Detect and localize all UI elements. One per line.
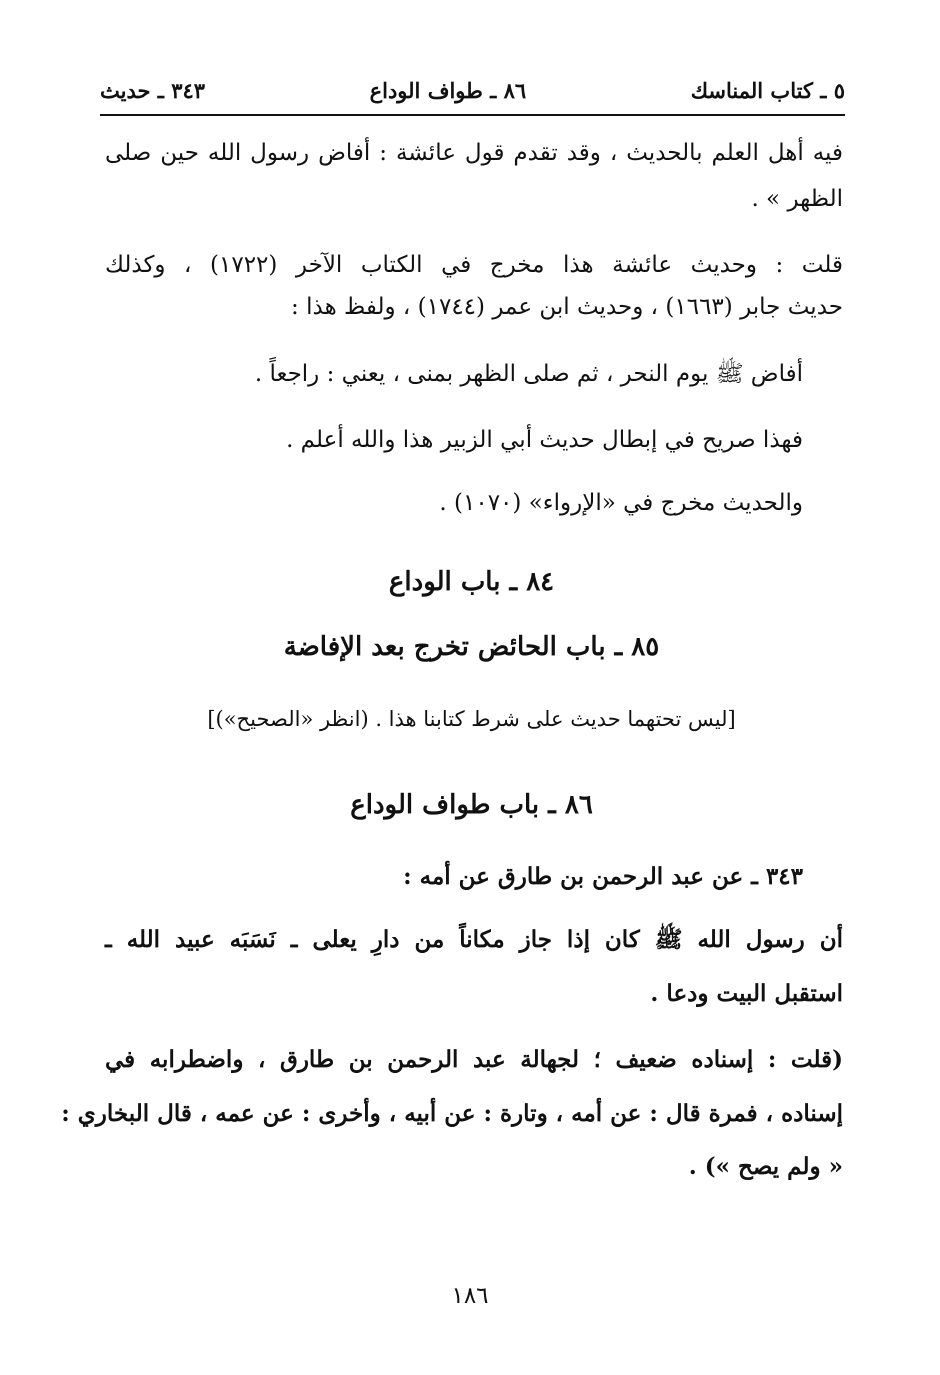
paragraph-4: والحديث مخرج في «الإرواء» (١٠٧٠) .	[439, 490, 803, 516]
paragraph-1-line-2: الظهر » .	[751, 186, 843, 212]
header-hadith-number: ٣٤٣ ـ حديث	[100, 77, 206, 103]
running-header	[100, 70, 845, 110]
chapter-heading-85: ٨٥ ـ باب الحائض تخرج بعد الإفاضة	[283, 632, 660, 662]
comment-line-1: (قلت : إسناده ضعيف ؛ لجهالة عبد الرحمن بن طارق ، واضطرابه في	[105, 1046, 843, 1073]
page-number: ١٨٦	[451, 1283, 489, 1309]
chapter-heading-84: ٨٤ ـ باب الوداع	[388, 567, 555, 597]
paragraph-3: فهذا صريح في إبطال حديث أبي الزبير هذا والله أعلم .	[286, 427, 803, 453]
quoted-narration: أفاض ﷺ يوم النحر ، ثم صلى الظهر بمنى ، يعني : راجعاً .	[254, 361, 803, 387]
comment-line-2: إسناده ، فمرة قال : عن أمه ، وتارة : عن أبيه ، وأخرى : عن عمه ، قال البخاري :	[61, 1100, 843, 1127]
chapter-heading-86: ٨٦ ـ باب طواف الوداع	[350, 790, 593, 820]
hadith-title: ٣٤٣ ـ عن عبد الرحمن بن طارق عن أمه :	[403, 863, 803, 890]
header-book-title: ٥ ـ كتاب المناسك	[690, 77, 845, 103]
chapter-85-note: [ليس تحتهما حديث على شرط كتابنا هذا . (انظر «الصحيح»)]	[207, 707, 736, 731]
paragraph-1-line-1: فيه أهل العلم بالحديث ، وقد تقدم قول عائشة : أفاض رسول الله حين صلى	[105, 140, 843, 166]
header-chapter-title: ٨٦ ـ طواف الوداع	[369, 77, 527, 103]
header-rule	[100, 114, 845, 116]
paragraph-2-line-2: حديث جابر (١٦٦٣) ، وحديث ابن عمر (١٧٤٤) ، ولفظ هذا :	[291, 294, 843, 320]
comment-line-3: « ولم يصح ») .	[688, 1153, 843, 1180]
paragraph-2-line-1: قلت : وحديث عائشة هذا مخرج في الكتاب الآخر (١٧٢٢) ، وكذلك	[105, 252, 844, 278]
hadith-text-line-1: أن رسول الله ﷺ كان إذا جاز مكاناً من دارِ يعلى ـ نَسَبَه عبيد الله ـ	[105, 926, 843, 953]
hadith-text-line-2: استقبل البيت ودعا .	[650, 980, 843, 1007]
